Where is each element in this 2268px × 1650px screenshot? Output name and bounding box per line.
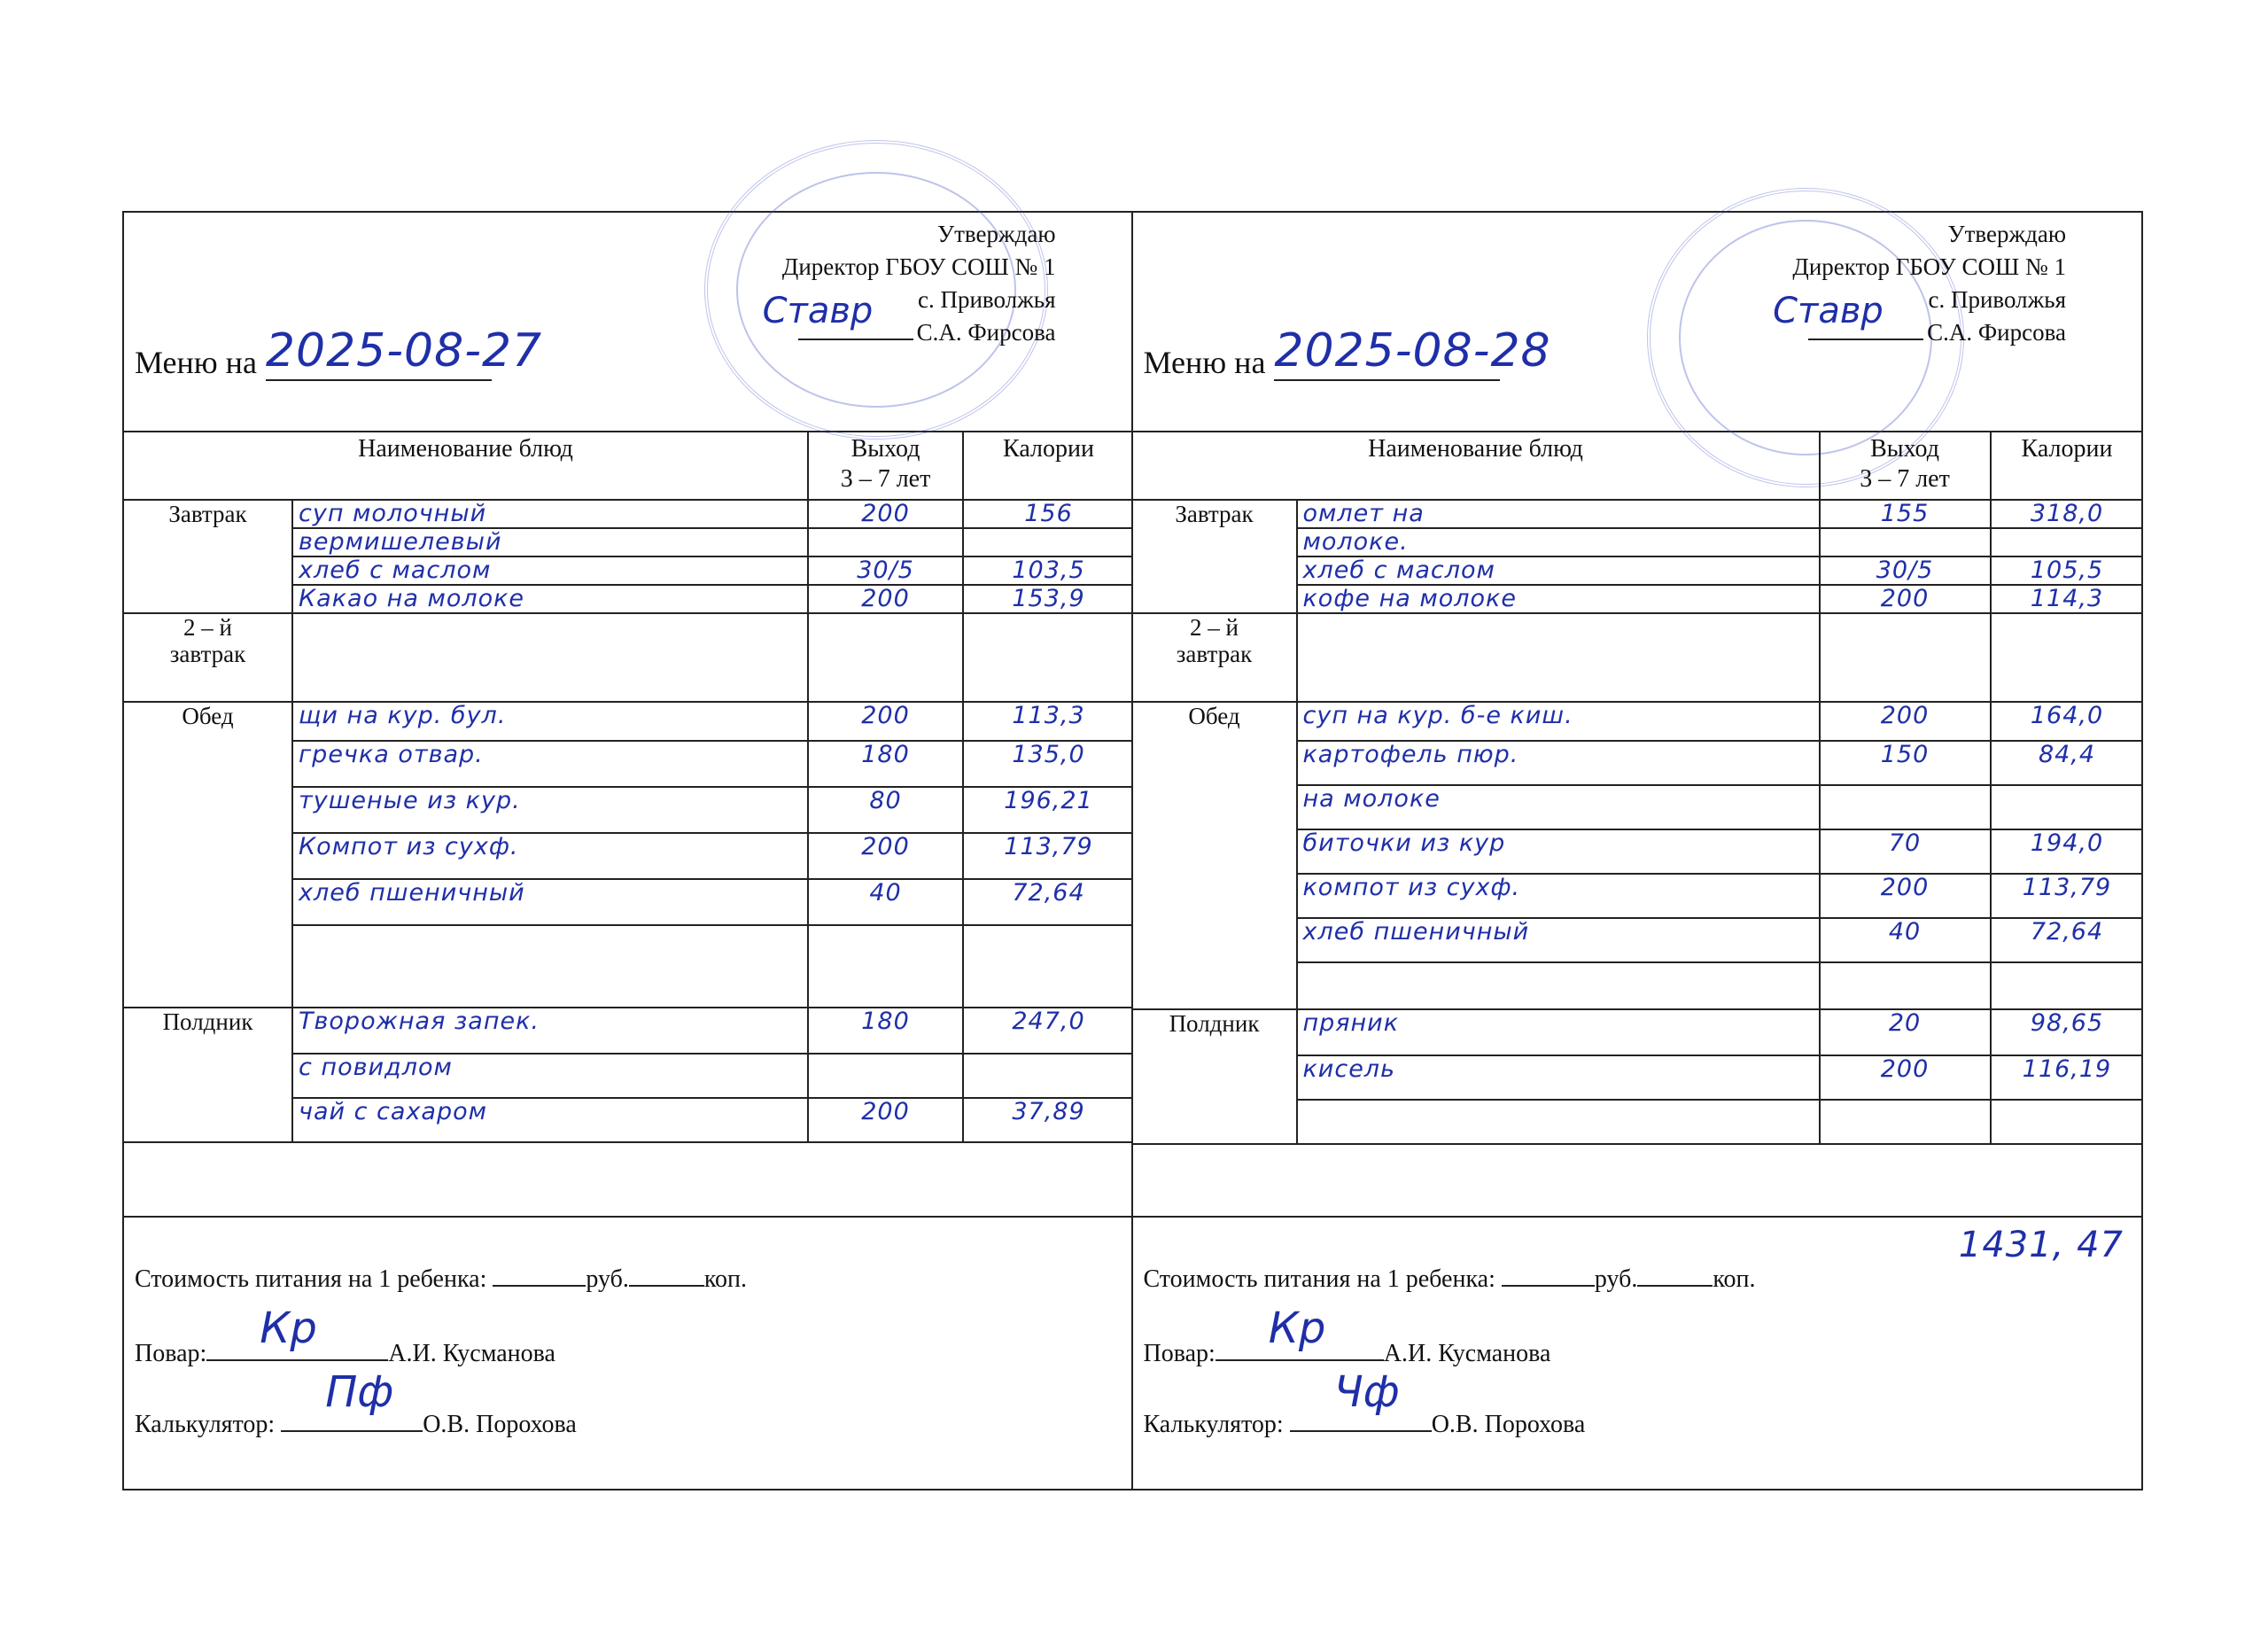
cook-line bbox=[135, 1304, 555, 1368]
dish-cell: хлеб пшеничный bbox=[292, 879, 808, 925]
yield-cell: 200 bbox=[808, 1098, 963, 1142]
dish-cell: Компот из сухф. bbox=[292, 833, 808, 879]
yield-cell: 150 bbox=[1820, 741, 1991, 785]
dish-cell: пряник bbox=[1297, 1009, 1820, 1055]
calories-cell bbox=[1991, 785, 2143, 829]
yield-cell bbox=[1820, 962, 1991, 1009]
cost-line bbox=[1144, 1265, 1756, 1294]
calories-cell: 84,4 bbox=[1991, 741, 2143, 785]
dish-cell: гречка отвар. bbox=[292, 741, 808, 787]
dish-cell: чай с сахаром bbox=[292, 1098, 808, 1142]
dish-cell: молоке. bbox=[1297, 528, 1820, 556]
menu-table bbox=[124, 431, 1133, 1143]
dish-cell: суп молочный bbox=[292, 500, 808, 528]
date-line bbox=[265, 324, 543, 381]
calories-cell bbox=[963, 528, 1133, 556]
director-signature-line bbox=[1773, 291, 1923, 340]
yield-label: Выход bbox=[850, 435, 920, 463]
yield-cell: 200 bbox=[808, 500, 963, 528]
header-yield bbox=[1820, 431, 1991, 500]
menu-footer bbox=[124, 1216, 1131, 1489]
meal-second-breakfast bbox=[1133, 613, 1297, 702]
dish-cell: хлеб с маслом bbox=[1297, 556, 1820, 585]
meal-second-breakfast-line2: завтрак bbox=[1176, 641, 1253, 667]
yield-age: 3 – 7 лет bbox=[840, 465, 931, 493]
calories-cell: 114,3 bbox=[1991, 585, 2143, 613]
menu-date: 2025-08-27 bbox=[265, 324, 543, 377]
yield-cell bbox=[808, 528, 963, 556]
dish-cell: щи на кур. бул. bbox=[292, 702, 808, 741]
yield-cell bbox=[1820, 1100, 1991, 1144]
calc-line bbox=[1143, 1367, 1586, 1439]
approval-block bbox=[762, 218, 1056, 349]
menu-table bbox=[1133, 431, 2143, 1145]
header-dish: Наименование блюд bbox=[1133, 431, 1820, 500]
calories-cell bbox=[963, 613, 1133, 702]
yield-age: 3 – 7 лет bbox=[1860, 465, 1950, 493]
meal-lunch: Обед bbox=[124, 702, 292, 1008]
calc-name: О.В. Порохова bbox=[423, 1411, 577, 1438]
dish-cell: Творожная запек. bbox=[292, 1008, 808, 1054]
yield-cell: 200 bbox=[1820, 702, 1991, 741]
calories-cell: 113,79 bbox=[963, 833, 1133, 879]
dish-cell: картофель пюр. bbox=[1297, 741, 1820, 785]
yield-cell bbox=[1820, 785, 1991, 829]
yield-cell bbox=[1820, 528, 1991, 556]
yield-cell bbox=[1820, 613, 1991, 702]
menu-header bbox=[1133, 213, 2142, 432]
meal-second-breakfast-line2: завтрак bbox=[169, 641, 246, 667]
meal-breakfast: Завтрак bbox=[124, 500, 292, 613]
cook-label: Повар: bbox=[1143, 1340, 1216, 1367]
cook-signature: Кр bbox=[1268, 1304, 1326, 1353]
calories-cell bbox=[963, 925, 1133, 1008]
approval-title: Утверждаю bbox=[936, 221, 1056, 247]
header-calories: Калории bbox=[963, 431, 1133, 500]
kop-label: коп. bbox=[1713, 1265, 1756, 1293]
calories-cell: 98,65 bbox=[1991, 1009, 2143, 1055]
yield-cell: 40 bbox=[808, 879, 963, 925]
cost-label: Стоимость питания на 1 ребенка: bbox=[135, 1265, 487, 1293]
dish-cell: биточки из кур bbox=[1297, 829, 1820, 874]
menu-header bbox=[124, 213, 1131, 432]
calories-cell: 113,79 bbox=[1991, 874, 2143, 918]
yield-label: Выход bbox=[1870, 435, 1939, 463]
calories-cell: 156 bbox=[963, 500, 1133, 528]
calc-label: Калькулятор: bbox=[135, 1411, 276, 1438]
yield-cell: 180 bbox=[808, 741, 963, 787]
cook-line bbox=[1143, 1304, 1551, 1368]
calories-cell: 105,5 bbox=[1991, 556, 2143, 585]
calories-cell: 72,64 bbox=[1991, 918, 2143, 962]
menu-footer bbox=[1133, 1216, 2142, 1489]
calories-cell bbox=[963, 1054, 1133, 1098]
cook-signature: Кр bbox=[260, 1304, 317, 1353]
rub-label: руб. bbox=[1594, 1265, 1638, 1293]
table-row bbox=[124, 1008, 1133, 1054]
yield-cell: 200 bbox=[808, 585, 963, 613]
meal-second-breakfast-line1: 2 – й bbox=[183, 614, 232, 641]
yield-cell: 30/5 bbox=[808, 556, 963, 585]
kop-label: коп. bbox=[703, 1265, 748, 1293]
calc-signature: Пф bbox=[325, 1367, 394, 1417]
yield-cell bbox=[808, 925, 963, 1008]
calories-cell: 113,3 bbox=[963, 702, 1133, 741]
dish-cell: Какао на молоке bbox=[292, 585, 808, 613]
meal-breakfast: Завтрак bbox=[1133, 500, 1297, 613]
dish-cell: кисель bbox=[1297, 1055, 1820, 1100]
dish-cell bbox=[1297, 1100, 1820, 1144]
calories-cell bbox=[1991, 962, 2143, 1009]
calories-cell: 103,5 bbox=[963, 556, 1133, 585]
dish-cell: вермишелевый bbox=[292, 528, 808, 556]
approval-location: с. Приволжья bbox=[1928, 286, 2066, 313]
rub-label: руб. bbox=[586, 1265, 629, 1293]
yield-cell: 180 bbox=[808, 1008, 963, 1054]
calories-cell: 37,89 bbox=[963, 1098, 1133, 1142]
menu-day-right bbox=[1133, 213, 2142, 1489]
director-signature: Ставр bbox=[1773, 291, 1884, 331]
approval-position: Директор ГБОУ СОШ № 1 bbox=[781, 253, 1056, 280]
meal-snack: Полдник bbox=[124, 1008, 292, 1142]
dish-cell: кофе на молоке bbox=[1297, 585, 1820, 613]
table-row bbox=[124, 613, 1133, 702]
cook-name: А.И. Кусманова bbox=[1383, 1340, 1551, 1367]
approval-location: с. Приволжья bbox=[917, 286, 1056, 313]
approval-title: Утверждаю bbox=[1947, 221, 2066, 247]
yield-cell: 20 bbox=[1820, 1009, 1991, 1055]
calories-cell: 153,9 bbox=[963, 585, 1133, 613]
calc-name: О.В. Порохова bbox=[1431, 1411, 1586, 1438]
total-calories: 1431, 47 bbox=[1958, 1225, 2124, 1265]
yield-cell: 40 bbox=[1820, 918, 1991, 962]
menu-day-left bbox=[124, 213, 1133, 1489]
menu-title bbox=[1143, 324, 1551, 381]
yield-cell: 200 bbox=[1820, 874, 1991, 918]
dish-cell: суп на кур. б-е киш. bbox=[1297, 702, 1820, 741]
dish-cell: хлеб с маслом bbox=[292, 556, 808, 585]
director-signature: Ставр bbox=[762, 291, 874, 331]
menu-title bbox=[135, 324, 543, 381]
dish-cell: с повидлом bbox=[292, 1054, 808, 1098]
dish-cell: омлет на bbox=[1297, 500, 1820, 528]
calories-cell bbox=[1991, 528, 2143, 556]
cost-line bbox=[135, 1265, 747, 1294]
cook-label: Повар: bbox=[135, 1340, 207, 1367]
header-calories: Калории bbox=[1991, 431, 2143, 500]
dish-cell bbox=[1297, 613, 1820, 702]
approval-name: С.А. Фирсова bbox=[916, 319, 1056, 346]
yield-cell: 70 bbox=[1820, 829, 1991, 874]
calories-cell: 318,0 bbox=[1991, 500, 2143, 528]
dish-cell: на молоке bbox=[1297, 785, 1820, 829]
yield-cell: 200 bbox=[1820, 585, 1991, 613]
calories-cell: 72,64 bbox=[963, 879, 1133, 925]
dish-cell bbox=[1297, 962, 1820, 1009]
yield-cell bbox=[808, 1054, 963, 1098]
calories-cell: 116,19 bbox=[1991, 1055, 2143, 1100]
table-row bbox=[1133, 613, 2143, 702]
yield-cell: 155 bbox=[1820, 500, 1991, 528]
header-yield bbox=[808, 431, 963, 500]
cook-name: А.И. Кусманова bbox=[388, 1340, 555, 1367]
cost-label: Стоимость питания на 1 ребенка: bbox=[1143, 1265, 1495, 1293]
table-row bbox=[124, 702, 1133, 741]
calories-cell: 247,0 bbox=[963, 1008, 1133, 1054]
meal-second-breakfast-line1: 2 – й bbox=[1190, 614, 1239, 641]
calc-line bbox=[135, 1367, 577, 1439]
meal-lunch: Обед bbox=[1133, 702, 1297, 1009]
dish-cell bbox=[292, 925, 808, 1008]
table-row bbox=[124, 500, 1133, 528]
yield-cell: 200 bbox=[808, 702, 963, 741]
header-dish: Наименование блюд bbox=[124, 431, 808, 500]
menu-label: Меню на bbox=[1143, 345, 1266, 380]
calories-cell: 135,0 bbox=[963, 741, 1133, 787]
dish-cell: тушеные из кур. bbox=[292, 787, 808, 833]
table-row bbox=[1133, 1009, 2143, 1055]
calories-cell: 194,0 bbox=[1991, 829, 2143, 874]
dish-cell: компот из сухф. bbox=[1297, 874, 1820, 918]
table-row bbox=[1133, 702, 2143, 741]
yield-cell: 200 bbox=[808, 833, 963, 879]
approval-name: С.А. Фирсова bbox=[1927, 319, 2066, 346]
yield-cell: 200 bbox=[1820, 1055, 1991, 1100]
dish-cell bbox=[292, 613, 808, 702]
approval-block bbox=[1773, 218, 2066, 349]
calories-cell: 164,0 bbox=[1991, 702, 2143, 741]
menu-label: Меню на bbox=[135, 345, 257, 380]
yield-cell: 80 bbox=[808, 787, 963, 833]
calc-label: Калькулятор: bbox=[1143, 1411, 1284, 1438]
yield-cell: 30/5 bbox=[1820, 556, 1991, 585]
approval-position: Директор ГБОУ СОШ № 1 bbox=[1792, 253, 2066, 280]
menu-sheet bbox=[122, 211, 2143, 1490]
date-line bbox=[1274, 324, 1551, 381]
calories-cell: 196,21 bbox=[963, 787, 1133, 833]
menu-date: 2025-08-28 bbox=[1274, 324, 1551, 377]
meal-snack: Полдник bbox=[1133, 1009, 1297, 1144]
table-row bbox=[1133, 500, 2143, 528]
dish-cell: хлеб пшеничный bbox=[1297, 918, 1820, 962]
director-signature-line bbox=[762, 291, 913, 340]
calories-cell bbox=[1991, 613, 2143, 702]
calories-cell bbox=[1991, 1100, 2143, 1144]
yield-cell bbox=[808, 613, 963, 702]
calc-signature: Чф bbox=[1333, 1367, 1400, 1417]
meal-second-breakfast bbox=[124, 613, 292, 702]
